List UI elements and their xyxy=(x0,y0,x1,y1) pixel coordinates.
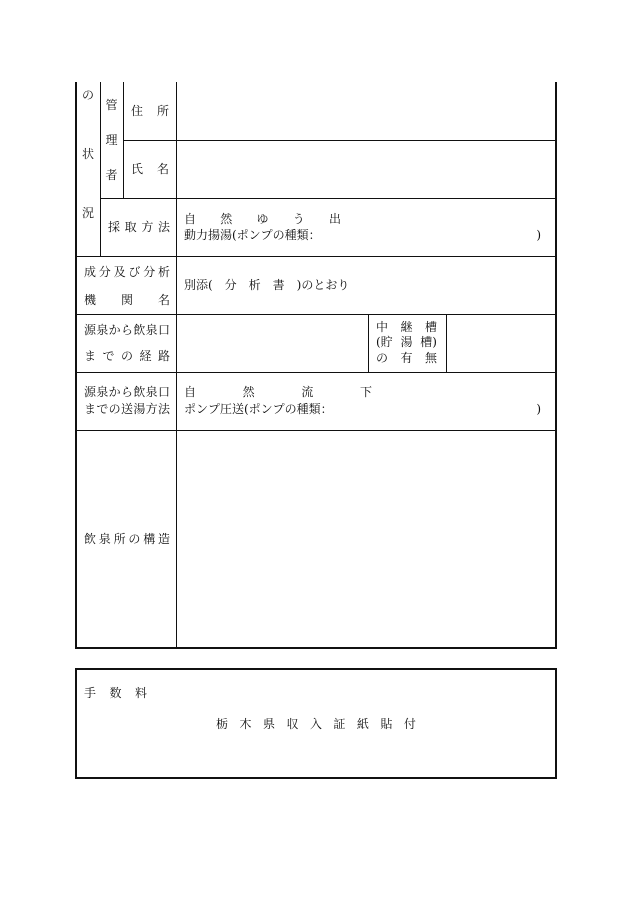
label-char: 住 xyxy=(131,104,144,118)
collection-option-pump-line xyxy=(184,228,541,242)
label-char: 下 xyxy=(359,385,372,399)
collection-option-natural xyxy=(184,212,341,226)
label-char: 湯 xyxy=(133,402,146,416)
label-char: 状 xyxy=(81,147,94,161)
label-char: の xyxy=(108,402,121,416)
delivery-label-line1 xyxy=(84,385,170,399)
relay-tank-label-line1 xyxy=(376,320,437,334)
revenue-stamp-note xyxy=(216,717,416,731)
table-border-right xyxy=(555,82,557,649)
divider-vertical-relay-left xyxy=(368,314,369,372)
fee-label xyxy=(84,686,147,700)
route-label-line2 xyxy=(84,349,170,363)
delivery-option-pump-close: ) xyxy=(536,402,541,416)
label-char: 泉 xyxy=(96,385,109,399)
label-char: 付 xyxy=(403,717,416,731)
table-border-bottom xyxy=(75,647,557,649)
label-char: 法 xyxy=(157,220,170,234)
label-char: 湯 xyxy=(400,335,413,349)
label-char: 況 xyxy=(81,206,94,220)
label-char: 源 xyxy=(84,323,97,337)
label-char: の xyxy=(81,88,94,102)
label-char: (貯 xyxy=(376,335,393,349)
label-char: 木 xyxy=(239,717,252,731)
relay-tank-label-line3 xyxy=(376,351,437,365)
label-char: か xyxy=(108,323,121,337)
label-char: 経 xyxy=(139,349,152,363)
label-char: 流 xyxy=(301,385,314,399)
label-char: 路 xyxy=(157,349,170,363)
label-char: 管 xyxy=(105,98,118,112)
name-label xyxy=(131,162,169,176)
label-char: 泉 xyxy=(96,323,109,337)
label-char: び xyxy=(128,265,141,279)
label-char: 槽) xyxy=(420,335,437,349)
label-char: 機 xyxy=(84,293,97,307)
section-label-spring-status xyxy=(76,82,100,256)
label-char: 源 xyxy=(84,385,97,399)
label-char: 者 xyxy=(105,168,118,182)
label-char: の xyxy=(120,349,133,363)
label-char: 分 xyxy=(98,265,111,279)
label-char: 送 xyxy=(120,402,133,416)
delivery-label-line2 xyxy=(84,402,170,416)
manager-label xyxy=(100,82,123,198)
collection-method-label xyxy=(108,220,170,234)
label-char: 栃 xyxy=(216,717,229,731)
label-char: ゆ xyxy=(256,212,269,226)
label-char: 泉 xyxy=(145,323,158,337)
label-char: で xyxy=(96,402,109,416)
label-char: ま xyxy=(84,402,97,416)
label-char: 泉 xyxy=(98,532,111,546)
route-label-line1 xyxy=(84,323,170,337)
collection-option-pump-close: ) xyxy=(536,228,541,242)
label-char: 成 xyxy=(84,265,97,279)
label-char: ま xyxy=(84,349,97,363)
label-char: う xyxy=(292,212,305,226)
label-char: 方 xyxy=(145,402,158,416)
label-char: 中 xyxy=(376,320,389,334)
label-char: 然 xyxy=(242,385,255,399)
analysis-label-line2 xyxy=(84,293,170,307)
label-char: ら xyxy=(120,323,133,337)
label-char: 名 xyxy=(157,293,170,307)
collection-option-pump: 動力揚湯(ポンプの種類： xyxy=(184,228,321,242)
analysis-label-line1 xyxy=(84,265,170,279)
structure-label xyxy=(84,532,170,546)
delivery-option-gravity xyxy=(184,385,372,399)
label-char: 氏 xyxy=(131,162,144,176)
label-char: 収 xyxy=(286,717,299,731)
relay-tank-value-cell xyxy=(447,315,555,372)
label-char: 自 xyxy=(184,212,197,226)
label-char: 自 xyxy=(184,385,197,399)
label-char: 貼 xyxy=(380,717,393,731)
label-char: 紙 xyxy=(356,717,369,731)
label-char: 造 xyxy=(157,532,170,546)
label-char: 取 xyxy=(124,220,137,234)
label-char: の xyxy=(128,532,141,546)
label-char: 出 xyxy=(328,212,341,226)
delivery-option-pump-line xyxy=(184,402,541,416)
label-char: 飲 xyxy=(133,323,146,337)
label-char: 採 xyxy=(108,220,121,234)
address-value-cell xyxy=(177,83,555,140)
structure-value-cell xyxy=(177,431,555,647)
address-label xyxy=(131,104,169,118)
name-value-cell xyxy=(177,141,555,198)
label-char: 手 xyxy=(84,686,97,700)
label-char: 口 xyxy=(157,323,170,337)
relay-tank-label-line2 xyxy=(376,335,437,349)
label-char: 証 xyxy=(333,717,346,731)
label-char: 関 xyxy=(120,293,133,307)
label-char: 所 xyxy=(156,104,169,118)
label-char: 構 xyxy=(143,532,156,546)
label-char: 析 xyxy=(157,265,170,279)
divider-row-name xyxy=(100,198,556,199)
label-char: 所 xyxy=(113,532,126,546)
label-char: 県 xyxy=(262,717,275,731)
label-char: ら xyxy=(120,385,133,399)
label-char: 方 xyxy=(141,220,154,234)
label-char: 分 xyxy=(143,265,156,279)
label-char: で xyxy=(102,349,115,363)
label-char: 理 xyxy=(105,133,118,147)
delivery-option-pump: ポンプ圧送(ポンプの種類： xyxy=(184,402,333,416)
label-char: 及 xyxy=(113,265,126,279)
route-value-cell xyxy=(177,315,368,372)
label-char: 槽 xyxy=(424,320,437,334)
label-char: か xyxy=(108,385,121,399)
label-char: 法 xyxy=(157,402,170,416)
label-char: 料 xyxy=(134,686,147,700)
label-char: 飲 xyxy=(84,532,97,546)
label-char: 継 xyxy=(400,320,413,334)
label-char: 泉 xyxy=(145,385,158,399)
label-char: 有 xyxy=(400,351,413,365)
label-char: 無 xyxy=(424,351,437,365)
label-char: 然 xyxy=(220,212,233,226)
analysis-value: 別添( 分 析 書 )のとおり xyxy=(184,278,350,292)
divider-row-route xyxy=(76,372,556,373)
divider-row-collection xyxy=(76,256,556,257)
label-char: 口 xyxy=(157,385,170,399)
label-char: 飲 xyxy=(133,385,146,399)
label-char: の xyxy=(376,351,389,365)
label-char: 名 xyxy=(156,162,169,176)
label-char: 数 xyxy=(109,686,122,700)
label-char: 入 xyxy=(309,717,322,731)
